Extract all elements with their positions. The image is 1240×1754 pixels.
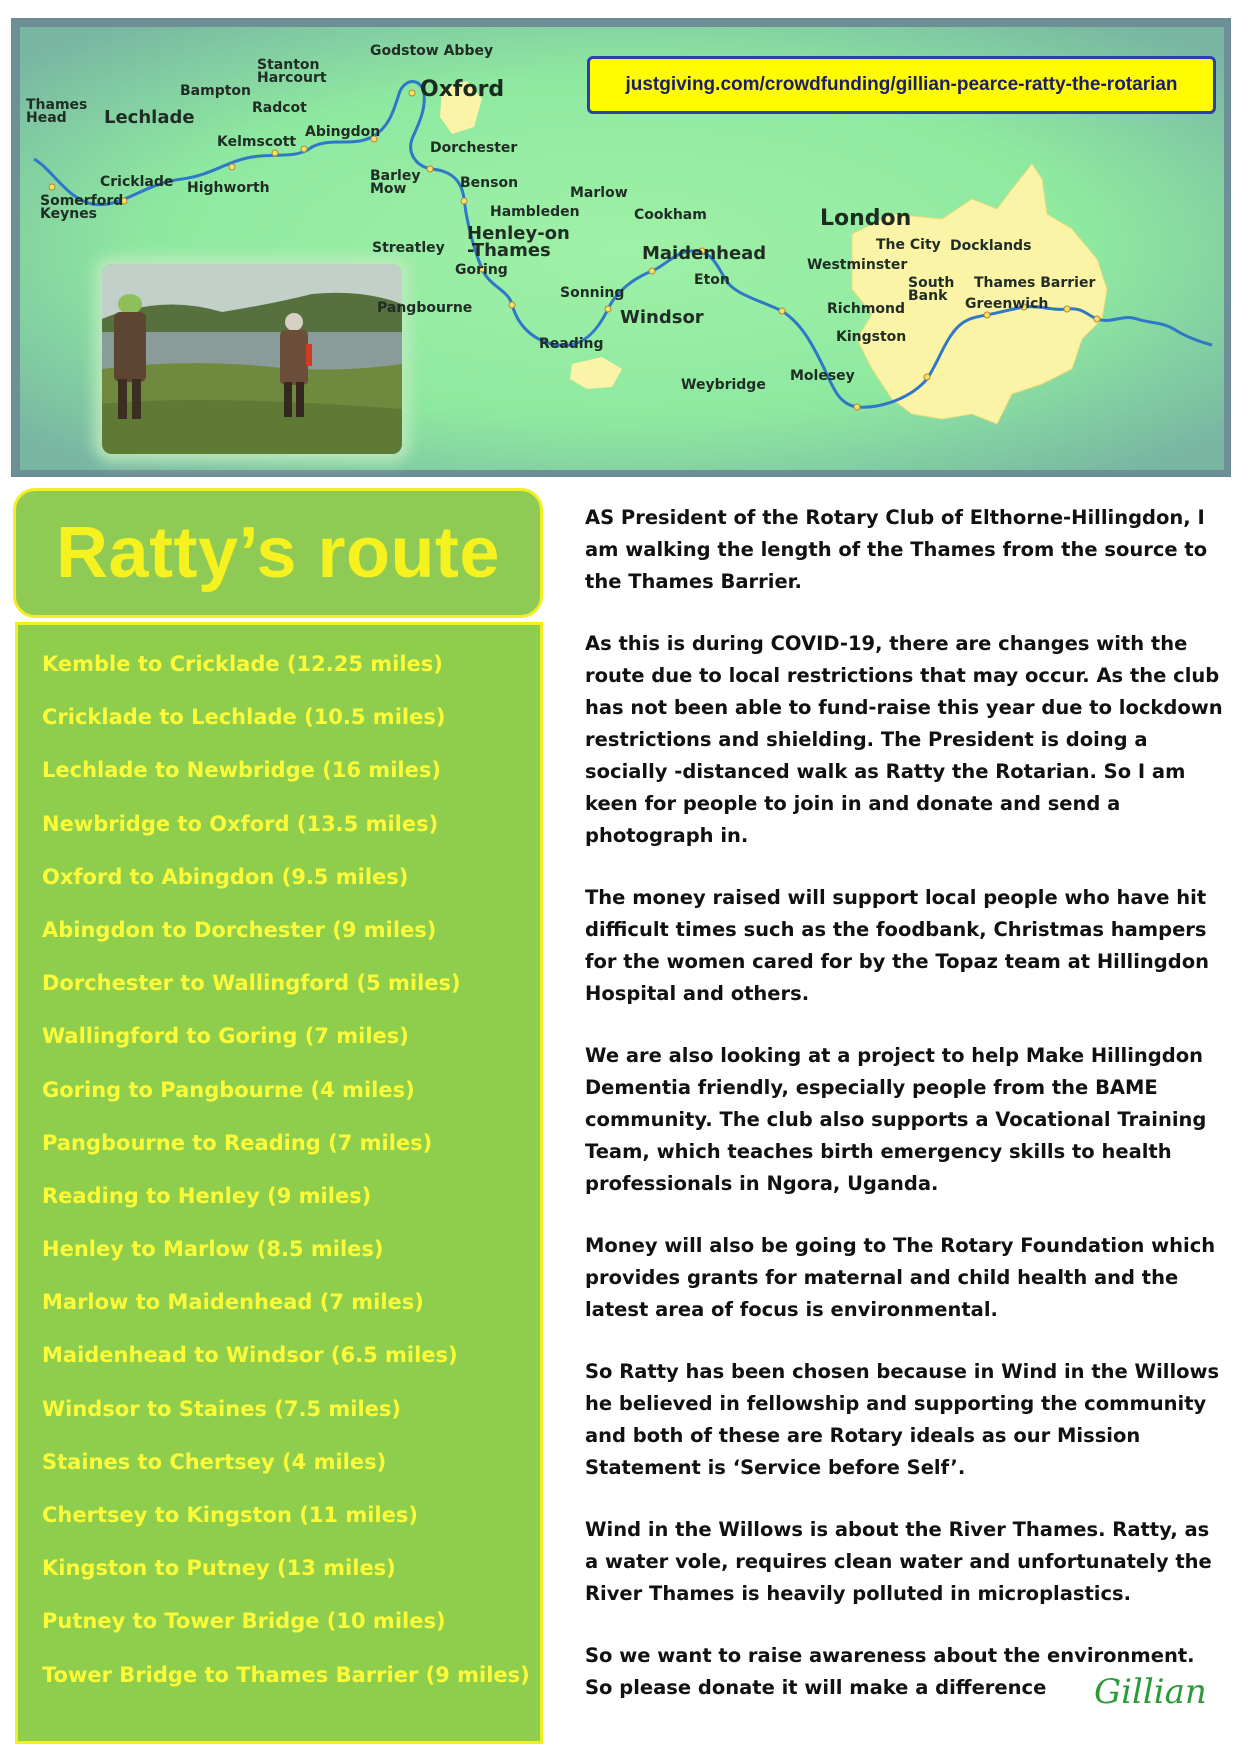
place-richmond: Richmond [827, 301, 906, 317]
signature: Gillian [1094, 1672, 1207, 1712]
place-dorchester: Dorchester [430, 140, 518, 156]
ratty-photo [102, 264, 402, 454]
paragraph: The money raised will support local people who have hit difficult times such as the foodbank, Christmas hampers for the women cared for by the Topaz team at Hillingdon Hospital and others. [585, 886, 1209, 1005]
place-henley: Henley-on -Thames [467, 223, 570, 261]
paragraph: As this is during COVID-19, there are changes with the route due to local restrictions that may occur. As the club has not been able to fund-raise this year due to lockdown restrictions and shielding. The President is doing a socially -distanced walk as Ratty the Rotarian. So I am keen for people to join in and donate and send a photograph in. [585, 632, 1223, 847]
place-marlow: Marlow [570, 185, 628, 201]
route-stage: Goring to Pangbourne (4 miles) [42, 1077, 415, 1102]
route-stage: Kemble to Cricklade (12.25 miles) [42, 652, 443, 676]
route-stage: Staines to Chertsey (4 miles) [42, 1449, 387, 1474]
place-streatley: Streatley [372, 240, 445, 256]
place-somerford-keynes: Somerford Keynes [40, 193, 124, 222]
place-hambleden: Hambleden [490, 204, 580, 220]
place-london: London [820, 206, 912, 231]
place-cricklade: Cricklade [100, 174, 174, 190]
place-eton: Eton [694, 272, 730, 288]
route-stage: Pangbourne to Reading (7 miles) [42, 1130, 433, 1155]
place-docklands: Docklands [950, 238, 1032, 254]
place-radcot: Radcot [252, 100, 307, 116]
place-thames-barrier: Thames Barrier [974, 275, 1096, 291]
place-greenwich: Greenwich [965, 296, 1049, 312]
appeal-text [585, 502, 1225, 1734]
place-kingston: Kingston [836, 329, 907, 345]
route-stage: Tower Bridge to Thames Barrier (9 miles) [42, 1662, 530, 1687]
route-stage: Reading to Henley (9 miles) [42, 1183, 372, 1208]
route-stage: Maidenhead to Windsor (6.5 miles) [42, 1343, 458, 1368]
place-westminster: Westminster [807, 257, 908, 273]
paragraph: So we want to raise awareness about the environment. So please donate it will make a difference [585, 1644, 1195, 1699]
route-stage: Newbridge to Oxford (13.5 miles) [42, 811, 439, 836]
place-thames-head: Thames Head [26, 97, 88, 126]
place-weybridge: Weybridge [681, 377, 766, 393]
route-list-panel [15, 622, 543, 1744]
place-stanton-harcourt: Stanton Harcourt [257, 57, 327, 86]
route-list [42, 651, 540, 1715]
paragraph: Wind in the Willows is about the River Thames. Ratty, as a water vole, requires clean water and unfortunately the River Thames is heavily polluted in microplastics. [585, 1518, 1212, 1605]
place-sonning: Sonning [560, 285, 625, 301]
route-stage: Marlow to Maidenhead (7 miles) [42, 1290, 424, 1315]
place-highworth: Highworth [187, 180, 270, 196]
place-goring: Goring [455, 262, 508, 278]
place-kelmscott: Kelmscott [217, 134, 297, 150]
place-molesey: Molesey [790, 368, 855, 384]
route-stage: Oxford to Abingdon (9.5 miles) [42, 864, 409, 889]
title-banner [13, 488, 543, 618]
place-oxford: Oxford [420, 77, 505, 102]
paragraph: Money will also be going to The Rotary Foundation which provides grants for maternal and child health and the latest area of focus is environmental. [585, 1234, 1216, 1321]
route-stage: Abingdon to Dorchester (9 miles) [42, 917, 437, 942]
place-pangbourne: Pangbourne [377, 300, 473, 316]
page-title: Ratty’s route [56, 513, 500, 593]
route-stage: Putney to Tower Bridge (10 miles) [42, 1609, 446, 1634]
thames-route-map [11, 18, 1231, 477]
place-reading: Reading [539, 336, 604, 352]
place-maidenhead: Maidenhead [642, 243, 767, 264]
place-abingdon: Abingdon [305, 124, 381, 140]
place-cookham: Cookham [634, 207, 707, 223]
route-stage: Chertsey to Kingston (11 miles) [42, 1503, 418, 1527]
place-benson: Benson [460, 175, 519, 191]
photo-image [102, 264, 402, 454]
place-the-city: The City [876, 237, 941, 253]
route-stage: Cricklade to Lechlade (10.5 miles) [42, 705, 446, 730]
place-lechlade: Lechlade [104, 107, 195, 128]
route-stage: Wallingford to Goring (7 miles) [42, 1024, 409, 1049]
paragraph: We are also looking at a project to help Make Hillingdon Dementia friendly, especially people from the BAME community. The club also supports a Vocational Training Team, which teaches birth emergency skills to health professionals in Ngora, Uganda. [585, 1044, 1207, 1195]
route-stage: Lechlade to Newbridge (16 miles) [42, 758, 441, 783]
donation-url[interactable]: justgiving.com/crowdfunding/gillian-pearce-ratty-the-rotarian [587, 56, 1216, 114]
route-stage: Henley to Marlow (8.5 miles) [42, 1237, 384, 1262]
paragraph: AS President of the Rotary Club of Elthorne-Hillingdon, I am walking the length of the Thames from the source to the Thames Barrier. [585, 506, 1208, 593]
route-stage: Windsor to Staines (7.5 miles) [42, 1396, 401, 1421]
place-bampton: Bampton [180, 83, 252, 99]
paragraph: So Ratty has been chosen because in Wind in the Willows he believed in fellowship and supporting the community and both of these are Rotary ideals as our Mission Statement is ‘Service before Self’. [585, 1360, 1220, 1479]
place-barley-mow: Barley Mow [370, 168, 421, 197]
route-stage: Dorchester to Wallingford (5 miles) [42, 971, 461, 996]
place-godstow-abbey: Godstow Abbey [370, 43, 494, 59]
place-windsor: Windsor [620, 307, 704, 328]
route-stage: Kingston to Putney (13 miles) [42, 1556, 396, 1581]
place-south-bank: South Bank [908, 275, 955, 304]
